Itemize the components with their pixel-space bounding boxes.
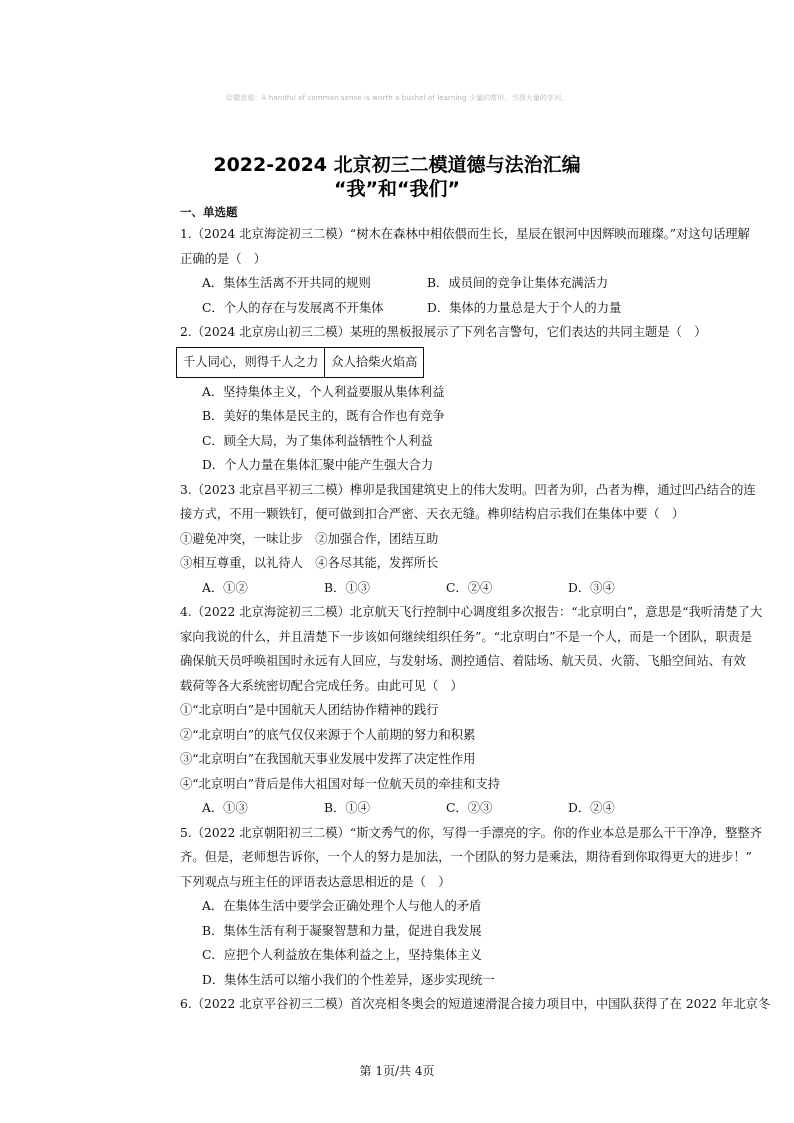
question-content bbox=[180, 205, 770, 1017]
option-d: D．集体生活可以缩小我们的个性差异，逐步实现统一 bbox=[202, 972, 495, 987]
watermark-motto: ☺微思维：A handful of common sense is worth a bushel of learning 少量的常识，当得大量的学问。 bbox=[225, 94, 569, 102]
option-a: A．集体生活离不开共同的规则 bbox=[202, 276, 371, 290]
option-a: A．在集体生活中要学会正确处理个人与他人的矛盾 bbox=[202, 899, 482, 913]
option-c: C．②③ bbox=[446, 801, 493, 815]
question-stem: 6.（2022 北京平谷初三二模）首次亮相冬奥会的短道速滑混合接力项目中，中国队获得了在 2022 年北京冬 bbox=[180, 997, 770, 1011]
statement-line: ③“北京明白”在我国航天事业发展中发挥了决定性作用 bbox=[180, 752, 476, 766]
question-stem: 1.（2024 北京海淀初三二模）“树木在森林中相依偎而生长，星辰在银河中因辉映而璀璨。”对这句话理解 bbox=[180, 227, 750, 241]
question-stem: 接方式，不用一颗铁钉，便可做到扣合严密、天衣无缝。榫卯结构启示我们在集体中要（ ） bbox=[180, 507, 685, 521]
question-stem: 5.（2022 北京朝阳初三二模）“斯文秀气的你，写得一手漂亮的字。你的作业本总是那么干干净净，整整齐 bbox=[180, 825, 762, 840]
option-c: C．个人的存在与发展离不开集体 bbox=[202, 300, 384, 315]
statement-line: ③相互尊重，以礼待人 ④各尽其能，发挥所长 bbox=[180, 556, 439, 570]
option-b: B．集体生活有利于凝聚智慧和力量，促进自我发展 bbox=[202, 923, 482, 938]
option-a: A．①③ bbox=[202, 801, 248, 815]
option-b: B．①③ bbox=[324, 580, 370, 595]
option-row bbox=[180, 796, 770, 821]
question-4 bbox=[180, 600, 770, 821]
option-b: B．成员间的竞争让集体充满活力 bbox=[427, 276, 609, 290]
question-stem: 4.（2022 北京海淀初三二模）北京航天飞行控制中心调度组多次报告：“北京明白”，意思是“我听清楚了大 bbox=[180, 605, 763, 619]
section-title: 一、单选题 bbox=[180, 205, 238, 219]
question-5 bbox=[180, 821, 770, 993]
option-row bbox=[180, 576, 770, 601]
question-stem: 下列观点与班主任的评语表达意思相近的是（ ） bbox=[180, 874, 451, 889]
question-stem: 载荷等各大系统密切配合完成任务。由此可见（ ） bbox=[180, 678, 463, 693]
statement-line: ④“北京明白”背后是伟大祖国对每一位航天员的牵挂和支持 bbox=[180, 776, 500, 791]
option-c: C．应把个人利益放在集体利益之上，坚持集体主义 bbox=[202, 948, 482, 962]
statement-line: ①避免冲突，一味让步 ②加强合作，团结互助 bbox=[180, 531, 439, 546]
question-3 bbox=[180, 478, 770, 601]
question-2 bbox=[180, 320, 770, 478]
question-stem: 确保航天员呼唤祖国时永远有人回应，与发射场、测控通信、着陆场、航天员、火箭、飞船空间站、有效 bbox=[180, 654, 746, 668]
quote-cell: 众人拾柴火焰高 bbox=[325, 347, 424, 377]
question-stem: 正确的是（ ） bbox=[180, 251, 267, 266]
option-a: A．①② bbox=[202, 580, 248, 595]
document-subtitle: “我”和“我们” bbox=[334, 178, 460, 200]
question-stem: 齐。但是，老师想告诉你，一个人的努力是加法，一个团队的努力是乘法，期待看到你取得更大的进步！” bbox=[180, 850, 752, 864]
question-6 bbox=[180, 992, 770, 1017]
option-c: C．②④ bbox=[446, 580, 493, 595]
page-number: 第 1页/共 4页 bbox=[359, 1064, 435, 1078]
document-title: 2022-2024 北京初三二模道德与法治汇编 bbox=[213, 154, 581, 176]
option-a: A．坚持集体主义，个人利益要服从集体利益 bbox=[202, 384, 445, 399]
option-row bbox=[180, 271, 770, 296]
question-stem: 2.（2024 北京房山初三二模）某班的黑板报展示了下列名言警句，它们表达的共同主题是（ ） bbox=[180, 325, 707, 339]
quote-table bbox=[176, 347, 424, 378]
option-d: D．集体的力量总是大于个人的力量 bbox=[427, 300, 622, 315]
option-b: B．①④ bbox=[324, 801, 370, 815]
question-stem: 家向我说的什么，并且清楚下一步该如何继续组织任务”。“北京明白”不是一个人，而是一个团队，职责是 bbox=[180, 629, 753, 644]
option-d: D．③④ bbox=[568, 580, 615, 595]
option-row bbox=[180, 296, 770, 321]
option-d: D．②④ bbox=[568, 801, 615, 815]
statement-line: ②“北京明白”的底气仅仅来源于个人前期的努力和积累 bbox=[180, 727, 476, 742]
quote-cell: 千人同心，则得千人之力 bbox=[177, 347, 325, 377]
question-stem: 3.（2023 北京昌平初三二模）榫卯是我国建筑史上的伟大发明。凹者为卯，凸者为榫，通过凹凸结合的连 bbox=[180, 482, 756, 497]
statement-line: ①“北京明白”是中国航天人团结协作精神的践行 bbox=[180, 703, 439, 717]
option-b: B．美好的集体是民主的，既有合作也有竞争 bbox=[202, 409, 445, 423]
option-c: C．顾全大局，为了集体利益牺牲个人利益 bbox=[202, 433, 433, 448]
question-1 bbox=[180, 222, 770, 320]
option-d: D．个人力量在集体汇聚中能产生强大合力 bbox=[202, 458, 434, 472]
